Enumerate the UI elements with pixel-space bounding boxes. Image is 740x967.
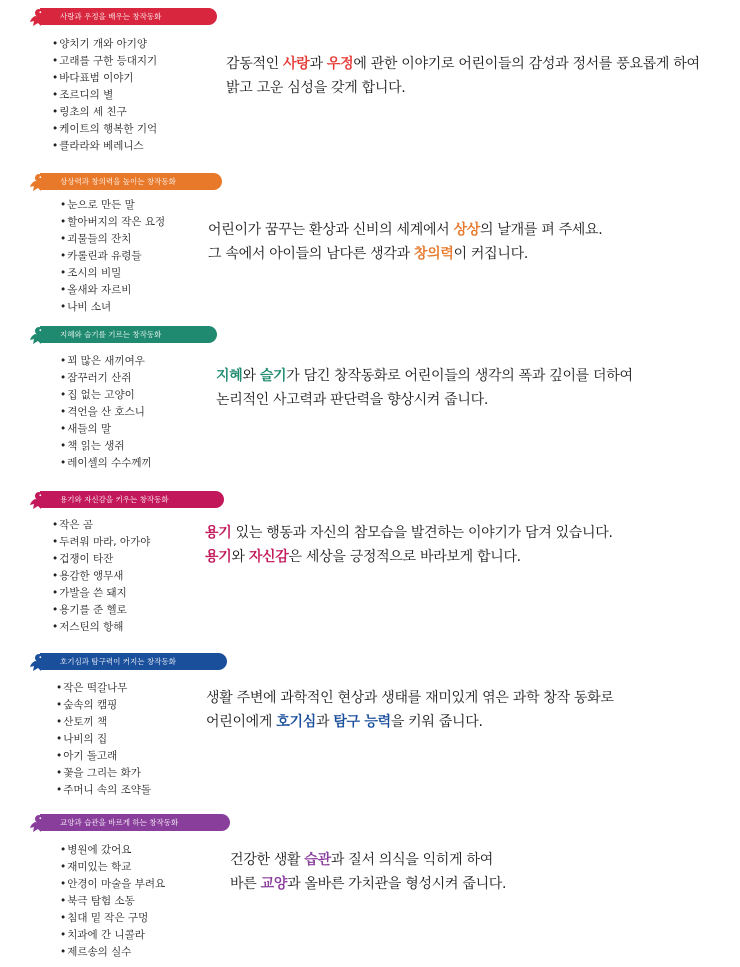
section-tag-label: 상상력과 창의력을 높이는 창작동화 xyxy=(40,173,222,190)
section-description xyxy=(226,52,700,100)
title-text: 꽃을 그리는 화가 xyxy=(63,767,141,779)
title-list-item xyxy=(52,517,150,534)
title-list-item xyxy=(60,944,165,961)
description-text: 감동적인 xyxy=(226,56,284,72)
title-text: 용감한 앵무새 xyxy=(59,570,124,582)
title-text: 숲속의 캠핑 xyxy=(63,699,118,711)
highlight-keyword: 슬기 xyxy=(259,368,287,384)
title-list-item xyxy=(60,421,152,438)
title-list-item xyxy=(60,353,152,370)
section-banner xyxy=(28,8,217,25)
title-text: 새들의 말 xyxy=(67,423,112,435)
title-list-item xyxy=(56,765,151,782)
description-text: 가 담긴 창작동화로 어린이들의 생각의 폭과 깊이를 더하여 xyxy=(286,368,633,384)
description-text: 과 xyxy=(315,714,334,730)
title-list-item xyxy=(60,893,165,910)
title-text: 산토끼 책 xyxy=(63,716,108,728)
title-text: 레이셀의 수수께끼 xyxy=(67,457,152,469)
title-list-item xyxy=(52,602,150,619)
title-text: 케이트의 행복한 기억 xyxy=(59,123,158,135)
title-text: 고래를 구한 등대지기 xyxy=(59,55,158,67)
title-list-item xyxy=(60,455,152,472)
title-list-item xyxy=(60,404,152,421)
description-line xyxy=(205,521,613,545)
title-list-item xyxy=(60,282,165,299)
title-text: 클라라와 베레니스 xyxy=(59,140,144,152)
character-icon xyxy=(28,652,48,672)
title-text: 양치기 개와 아기양 xyxy=(59,38,148,50)
character-icon xyxy=(28,7,48,27)
description-text: 을 키워 줍니다. xyxy=(390,714,483,730)
description-text: 의 날개를 펴 주세요. xyxy=(480,222,603,238)
description-line xyxy=(206,710,614,734)
highlight-keyword: 교양 xyxy=(260,876,288,892)
title-text: 나비 소녀 xyxy=(67,301,112,313)
title-text: 나비의 집 xyxy=(63,733,108,745)
highlight-keyword: 사랑 xyxy=(283,56,310,72)
description-text: 와 xyxy=(231,549,249,565)
description-line xyxy=(216,364,633,388)
title-list-item xyxy=(60,265,165,282)
description-line xyxy=(230,848,506,872)
character-icon xyxy=(28,490,48,510)
title-list-item xyxy=(60,876,165,893)
title-list-item xyxy=(56,748,151,765)
section-banner xyxy=(28,173,222,190)
description-text: 논리적인 사고력과 판단력을 향상시켜 줍니다. xyxy=(216,392,489,408)
highlight-keyword: 호기심 xyxy=(276,714,316,730)
description-line xyxy=(226,52,700,76)
title-text: 링초의 세 친구 xyxy=(59,106,127,118)
title-list-item xyxy=(52,36,157,53)
title-text: 침대 밑 작은 구멍 xyxy=(67,912,149,924)
title-list xyxy=(52,517,150,636)
title-text: 눈으로 만든 말 xyxy=(67,199,135,211)
section-banner xyxy=(28,814,230,831)
character-icon xyxy=(28,325,48,345)
highlight-keyword: 자신감 xyxy=(248,549,289,565)
description-line xyxy=(208,218,602,242)
title-text: 저스틴의 항해 xyxy=(59,621,124,633)
section-tag-label: 호기심과 탐구력이 커지는 창작동화 xyxy=(40,653,227,670)
title-text: 격언을 산 호스니 xyxy=(67,406,145,418)
highlight-keyword: 우정 xyxy=(326,56,354,72)
highlight-keyword: 용기 xyxy=(205,549,232,565)
title-text: 두려워 마라, 아가야 xyxy=(59,536,151,548)
title-text: 작은 곰 xyxy=(59,519,93,531)
title-list-item xyxy=(60,387,152,404)
description-line xyxy=(206,686,614,710)
title-text: 할아버지의 작은 요정 xyxy=(67,216,166,228)
title-list-item xyxy=(60,859,165,876)
description-text: 에 관한 이야기로 어린이들의 감성과 정서를 풍요롭게 하여 xyxy=(353,56,700,72)
title-list-item xyxy=(52,53,157,70)
title-text: 치과에 간 니콜라 xyxy=(67,929,145,941)
section-banner xyxy=(28,653,227,670)
description-text: 어린이가 꿈꾸는 환상과 신비의 세계에서 xyxy=(208,222,454,238)
section-banner xyxy=(28,326,217,343)
highlight-keyword: 상상 xyxy=(453,222,481,238)
title-list-item xyxy=(60,370,152,387)
description-line xyxy=(230,872,506,896)
title-text: 가발을 쓴 돼지 xyxy=(59,587,127,599)
title-list-item xyxy=(60,299,165,316)
highlight-keyword: 용기 xyxy=(205,525,232,541)
section-description xyxy=(230,848,506,896)
title-list-item xyxy=(56,731,151,748)
title-list-item xyxy=(56,680,151,697)
title-text: 주머니 속의 조약돌 xyxy=(63,784,152,796)
title-list-item xyxy=(60,214,165,231)
title-text: 카롤린과 유령들 xyxy=(67,250,142,262)
highlight-keyword: 탐구 능력 xyxy=(333,714,391,730)
highlight-keyword: 창의력 xyxy=(413,246,454,262)
title-text: 집 없는 고양이 xyxy=(67,389,135,401)
description-text: 은 세상을 긍정적으로 바라보게 합니다. xyxy=(288,549,521,565)
title-text: 병원에 갔어요 xyxy=(67,844,132,856)
highlight-keyword: 지혜 xyxy=(216,368,243,384)
title-text: 제르송의 실수 xyxy=(67,946,132,958)
title-list-item xyxy=(60,438,152,455)
section-tag-label: 지혜와 슬기를 기르는 창작동화 xyxy=(40,326,217,343)
title-list-item xyxy=(56,714,151,731)
section-tag-label: 교양과 습관을 바르게 하는 창작동화 xyxy=(40,814,230,831)
title-list-item xyxy=(56,697,151,714)
description-line xyxy=(208,242,602,266)
title-list xyxy=(52,36,157,155)
title-list-item xyxy=(52,104,157,121)
description-text: 있는 행동과 자신의 참모습을 발견하는 이야기가 담겨 있습니다. xyxy=(231,525,613,541)
description-text: 건강한 생활 xyxy=(230,852,305,868)
description-text: 바른 xyxy=(230,876,261,892)
title-text: 꾀 많은 새끼여우 xyxy=(67,355,145,367)
description-text: 생활 주변에 과학적인 현상과 생태를 재미있게 엮은 과학 창작 동화로 xyxy=(206,690,614,706)
description-text: 와 xyxy=(242,368,260,384)
section-description xyxy=(208,218,602,266)
title-text: 책 읽는 생쥐 xyxy=(67,440,125,452)
title-text: 북극 탐험 소동 xyxy=(67,895,135,907)
description-text: 과 올바른 가치관을 형성시켜 줍니다. xyxy=(287,876,507,892)
section-description xyxy=(205,521,613,569)
description-text: 과 질서 의식을 익히게 하여 xyxy=(330,852,493,868)
title-text: 용기를 준 헬로 xyxy=(59,604,127,616)
title-list-item xyxy=(52,551,150,568)
title-list-item xyxy=(52,585,150,602)
title-list xyxy=(60,197,165,316)
section-description xyxy=(206,686,614,734)
title-list-item xyxy=(52,87,157,104)
character-icon xyxy=(28,172,48,192)
title-list-item xyxy=(52,568,150,585)
title-text: 잠꾸러기 산쥐 xyxy=(67,372,132,384)
description-line xyxy=(205,545,613,569)
section-tag-label: 용기와 자신감을 키우는 창작동화 xyxy=(40,491,224,508)
character-icon xyxy=(28,813,48,833)
title-list-item xyxy=(52,534,150,551)
title-text: 아기 돌고래 xyxy=(63,750,118,762)
title-list-item xyxy=(52,138,157,155)
description-text: 이 커집니다. xyxy=(453,246,528,262)
title-text: 조시의 비밀 xyxy=(67,267,122,279)
description-line xyxy=(216,388,633,412)
title-list-item xyxy=(60,248,165,265)
title-list-item xyxy=(52,121,157,138)
title-list-item xyxy=(52,70,157,87)
title-list xyxy=(56,680,151,799)
title-text: 작은 떡갈나무 xyxy=(63,682,128,694)
description-text: 과 xyxy=(309,56,327,72)
title-list xyxy=(60,353,152,472)
title-list xyxy=(60,842,165,961)
title-list-item xyxy=(56,782,151,799)
title-text: 바다표범 이야기 xyxy=(59,72,134,84)
title-list-item xyxy=(60,231,165,248)
title-text: 조르디의 별 xyxy=(59,89,114,101)
description-text: 어린이에게 xyxy=(206,714,277,730)
title-text: 올새와 자르비 xyxy=(67,284,132,296)
section-banner xyxy=(28,491,224,508)
title-text: 괴물들의 잔치 xyxy=(67,233,132,245)
title-text: 재미있는 학교 xyxy=(67,861,132,873)
title-text: 겁쟁이 타잔 xyxy=(59,553,114,565)
title-text: 안경이 마술을 부려요 xyxy=(67,878,166,890)
section-description xyxy=(216,364,633,412)
title-list-item xyxy=(52,619,150,636)
title-list-item xyxy=(60,927,165,944)
highlight-keyword: 습관 xyxy=(304,852,331,868)
section-tag-label: 사랑과 우정을 배우는 창작동화 xyxy=(40,8,217,25)
title-list-item xyxy=(60,197,165,214)
description-text: 밝고 고운 심성을 갖게 합니다. xyxy=(226,80,406,96)
title-list-item xyxy=(60,842,165,859)
description-text: 그 속에서 아이들의 남다른 생각과 xyxy=(208,246,414,262)
description-line xyxy=(226,76,700,100)
title-list-item xyxy=(60,910,165,927)
